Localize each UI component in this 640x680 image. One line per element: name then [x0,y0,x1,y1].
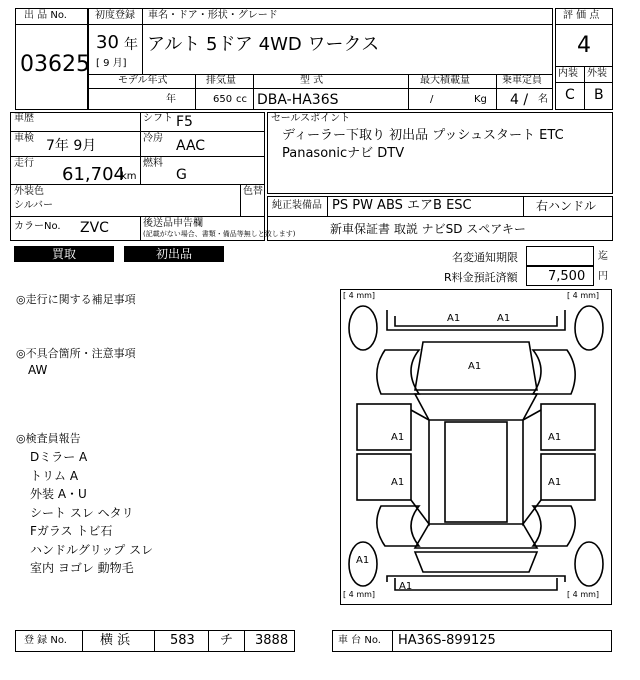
car-name: アルト 5ドア 4WD ワークス [147,34,380,55]
capacity-label: 乗車定員 [502,75,542,86]
exterior-grade: B [594,87,604,103]
ac-label: 冷房 [143,133,163,144]
mark-right-front-door: A1 [548,432,562,443]
car-name-label: 車名・ドア・形状・グレード [148,10,278,21]
displacement-unit: cc [236,94,247,105]
load-label: 最大積載量 [420,75,470,86]
driving-notes-label: ◎走行に関する補足事項 [16,293,136,306]
inspector-line: 室内 ヨゴレ 動物毛 [30,561,134,575]
displacement-label: 排気量 [206,75,236,86]
mark-right-rear-door: A1 [548,477,562,488]
model-year-unit: 年 [166,94,176,105]
lot-no-label: 出 品 No. [24,10,67,21]
plate-label: 登 録 No. [24,635,67,646]
recycle-value: 7,500 [548,269,586,284]
tire-depth-rl: [ 4 mm] [343,590,376,599]
defects-value: AW [28,363,48,377]
deadline-suffix: 迄 [598,251,608,262]
plate-region: 横 浜 [100,633,131,648]
mark-hood: A1 [468,361,482,372]
mark-rear-bumper: A1 [399,581,413,592]
equipment-label: 純正装備品 [272,200,322,211]
shift-label: シフト [143,113,173,124]
buy-tag: 買取 [14,246,114,262]
reg-year-unit: 年 [124,37,138,53]
chassis-number: HA36S-899125 [398,633,496,648]
mark-front-bumper-left: A1 [447,313,461,324]
inspector-line: シート スレ ヘタリ [30,505,134,520]
inspector-line: トリム A [30,468,79,483]
equipment-extras: 新車保証書 取説 ナビSD スペアキー [330,222,526,236]
score-label: 評 価 点 [563,10,600,21]
mark-rear-left: A1 [356,555,370,566]
load-sep: / [430,94,434,105]
displacement: 650 [213,94,233,105]
fuel-label: 燃料 [143,158,163,169]
first-listing-tag: 初出品 [124,246,224,262]
post-report-note: (記載がない場合、書類・備品等無しと致します) [143,230,296,238]
recolor-label: 色替 [243,186,263,197]
color-label: 外装色 [14,186,44,197]
inspection-label: 車検 [14,133,34,144]
capacity-unit: 名 [538,94,548,105]
inspection-value: 7年 9月 [46,138,97,154]
fuel-value: G [176,167,187,183]
model-type: DBA-HA36S [257,92,339,108]
inspector-label: ◎検査員報告 [16,432,81,445]
tire-depth-rr: [ 4 mm] [567,590,600,599]
color-value: シルバー [14,200,54,211]
mark-left-rear-door: A1 [391,477,405,488]
steering-side: 右ハンドル [536,199,597,213]
mileage-unit: km [121,171,137,182]
plate-kana: チ [220,633,234,648]
lot-no: 03625 [20,52,90,77]
ac-value: AAC [176,138,206,154]
tire-depth-fl: [ 4 mm] [343,291,376,300]
reg-year: 30 [96,32,119,53]
reg-month: [ 9 月] [96,58,127,69]
equipment-items: PS PW ABS エアB ESC [332,198,472,213]
history-label: 車歴 [14,113,34,124]
chassis-label: 車 台 No. [338,635,381,646]
color-no-value: ZVC [80,220,109,236]
defects-label: ◎不具合箇所・注意事項 [16,347,136,360]
load-unit: Kg [474,94,487,105]
recycle-unit: 円 [598,271,608,282]
mileage-value: 61,704 [62,164,125,185]
deadline-field [526,246,594,266]
sales-points-line2: Panasonicナビ DTV [282,146,405,161]
car-outline [341,290,611,604]
inspector-notes [30,448,153,578]
deadline-label: 名変通知期限 [452,251,518,264]
score-value: 4 [577,33,591,58]
tire-depth-fr: [ 4 mm] [567,291,600,300]
first-reg-label: 初度登録 [95,10,135,21]
type-label: 型 式 [300,75,324,86]
inspector-line: Fガラス トビ石 [30,524,113,538]
plate-number: 3888 [255,633,289,648]
sales-points-line1: ディーラー下取り 初出品 プッシュスタート ETC [282,128,564,143]
car-diagram [340,289,612,605]
mileage-label: 走行 [14,158,34,169]
plate-class: 583 [170,633,195,648]
interior-grade: C [565,87,575,103]
exterior-label: 外装 [587,68,607,79]
sales-points-label: セールスポイント [271,113,351,124]
inspector-line: 外装 A・U [30,487,87,501]
color-no-label: カラーNo. [14,221,61,232]
post-report-label: 後送品申告欄 [143,218,203,229]
mark-left-front-door: A1 [391,432,405,443]
mark-front-bumper-right: A1 [497,313,511,324]
interior-label: 内装 [558,68,578,79]
recycle-label: R料金預託済額 [444,271,518,284]
capacity: 4 / [510,92,529,108]
shift-value: F5 [176,114,193,130]
inspector-line: ハンドルグリップ スレ [30,542,154,557]
model-year-label: モデル年式 [118,75,168,86]
inspector-line: Dミラー A [30,450,88,464]
